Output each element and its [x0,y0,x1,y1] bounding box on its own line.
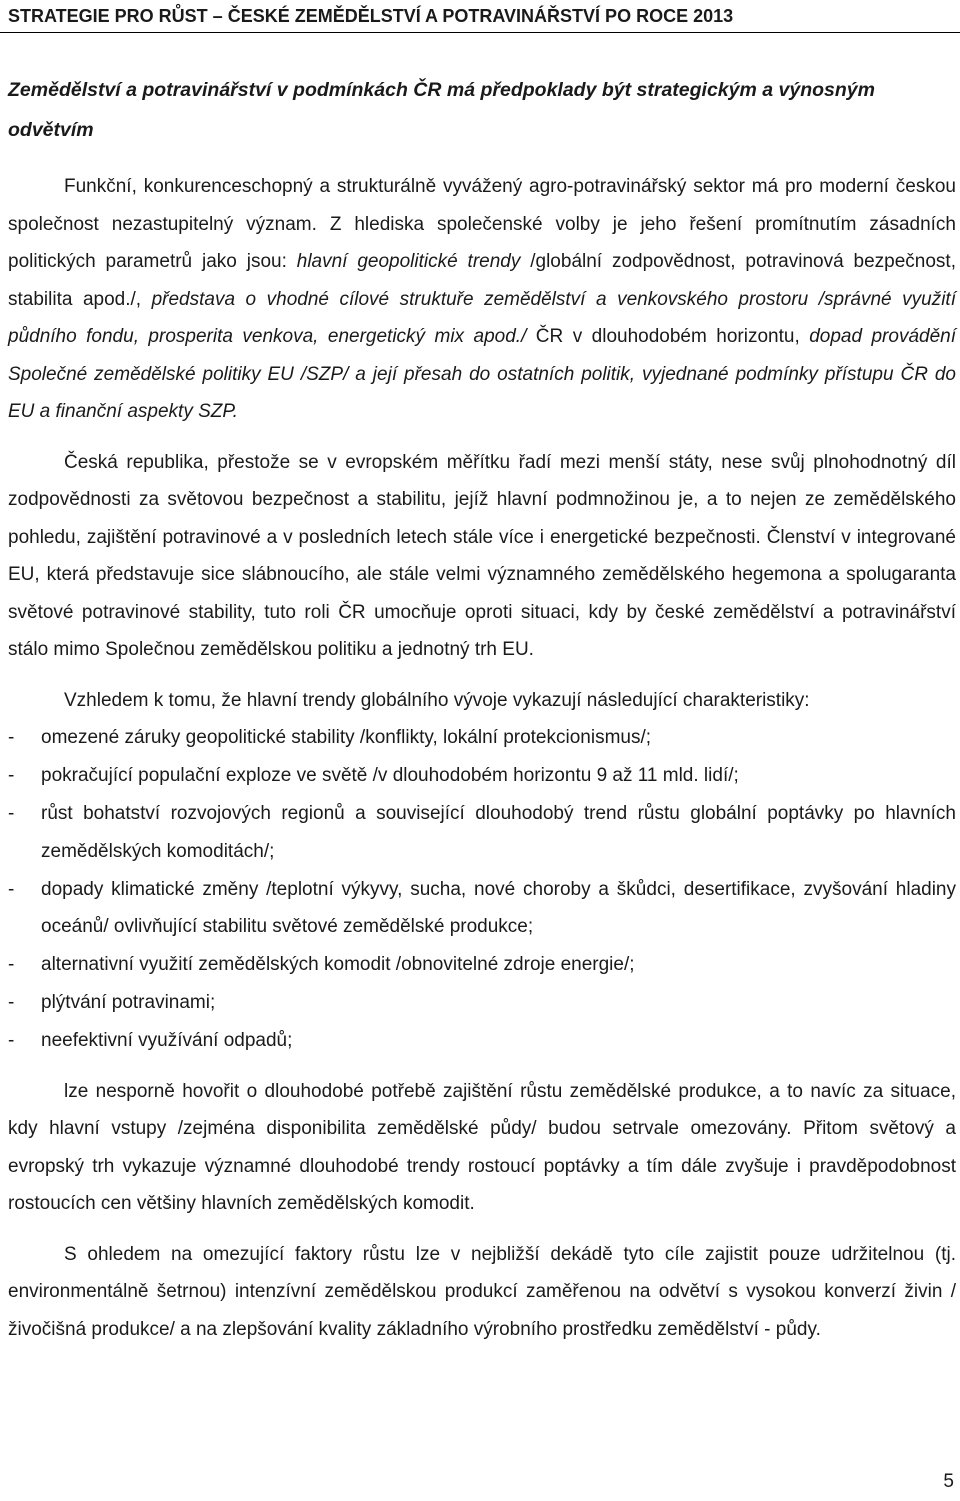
list-item: - růst bohatství rozvojových regionů a související dlouhodobý trend růstu globální poptávky po hlavních zemědělských komoditách/; [8,795,956,870]
list-item: - plýtvání potravinami; [8,984,956,1022]
running-header: STRATEGIE PRO RŮST – ČESKÉ ZEMĚDĚLSTVÍ A POTRAVINÁŘSTVÍ PO ROCE 2013 [8,6,734,26]
list-item: - pokračující populační exploze ve světě /v dlouhodobém horizontu 9 až 11 mld. lidí/; [8,757,956,795]
paragraph-3-intro: Vzhledem k tomu, že hlavní trendy globálního vývoje vykazují následující charakteristiky: [64,689,810,711]
paragraph-1-text-1: Funkční, konkurenceschopný a strukturálně vyvážený agro-potravinářský sektor má pro moderní českou společnost nezastupitelný význam. Z hlediska společenské volby je jeho řešení promítnutím zásadních politických parametrů jako jsou: [8,176,956,272]
paragraph-1-text-3: ČR v dlouhodobém horizontu, [526,326,810,347]
list-item: - omezené záruky geopolitické stability /konflikty, lokální protekcionismus/; [8,719,956,757]
list-item: - alternativní využití zemědělských komodit /obnovitelné zdroje energie/; [8,946,956,984]
section-title: Zemědělství a potravinářství v podmínkách ČR má předpoklady být strategickým a výnosným odvětvím [8,79,875,141]
paragraph-1-text-2: /globální zodpovědnost, potravinová bezpečnost, stabilita apod./, [8,251,956,310]
paragraph-1-italic-3: dopad provádění Společné zemědělské politiky EU /SZP/ a její přesah do ostatních politik, vyjednané podmínky přístupu ČR do EU a finanční aspekty SZP. [8,326,956,422]
paragraph-1-italic-1: hlavní geopolitické trendy [296,251,521,272]
paragraph-1 [8,168,956,431]
paragraph-5: S ohledem na omezující faktory růstu lze v nejbližší dekádě tyto cíle zajistit pouze udržitelnou (tj. environmentálně šetrnou) intenzívní zemědělskou produkcí zaměřenou na odvětví s vysokou konverzí živin /živočišná produkce/ a na zlepšování kvality základního výrobního prostředku zemědělství - půdy. [8,1243,956,1340]
paragraph-4: lze nesporně hovořit o dlouhodobé potřebě zajištění růstu zemědělské produkce, a to navíc za situace, kdy hlavní vstupy /zejména disponibilita zemědělské půdy/ budou setrvale omezovány. Přitom světový a evropský trh vykazuje významné dlouhodobé trendy rostoucí poptávky a tím dále zvyšuje i pravděpodobnost rostoucích cen většiny hlavních zemědělských komodit. [8,1080,956,1214]
paragraph-2: Česká republika, přestože se v evropském měřítku řadí mezi menší státy, nese svůj plnohodnotný díl zodpovědnosti za světovou bezpečnost a stabilitu, jejíž hlavní podmnožinou je, a to nejen ze zemědělského pohledu, zajištění potravinové a v posledních letech stále více i energetické bezpečnosti. Členství v integrované EU, která představuje sice slábnoucího, ale stále velmi významného zemědělského hegemona a spolugaranta světové potravinové stability, tuto roli ČR umocňuje oproti situaci, kdy by české zemědělství a potravinářství stálo mimo Společnou zemědělskou politiku a jednotný trh EU. [8,451,956,660]
trends-list [8,719,956,1060]
page-number: 5 [943,1471,954,1492]
list-item: - dopady klimatické změny /teplotní výkyvy, sucha, nové choroby a škůdci, desertifikace, zvyšování hladiny oceánů/ ovlivňující stabilitu světové zemědělské produkce; [8,871,956,946]
list-item: - neefektivní využívání odpadů; [8,1022,956,1060]
document-body [8,168,956,1348]
header-rule [0,32,960,33]
paragraph-1-italic-2: představa o vhodné cílové struktuře zemědělství a venkovského prostoru /správné využití půdního fondu, prosperita venkova, energetický mix apod./ [8,288,956,347]
